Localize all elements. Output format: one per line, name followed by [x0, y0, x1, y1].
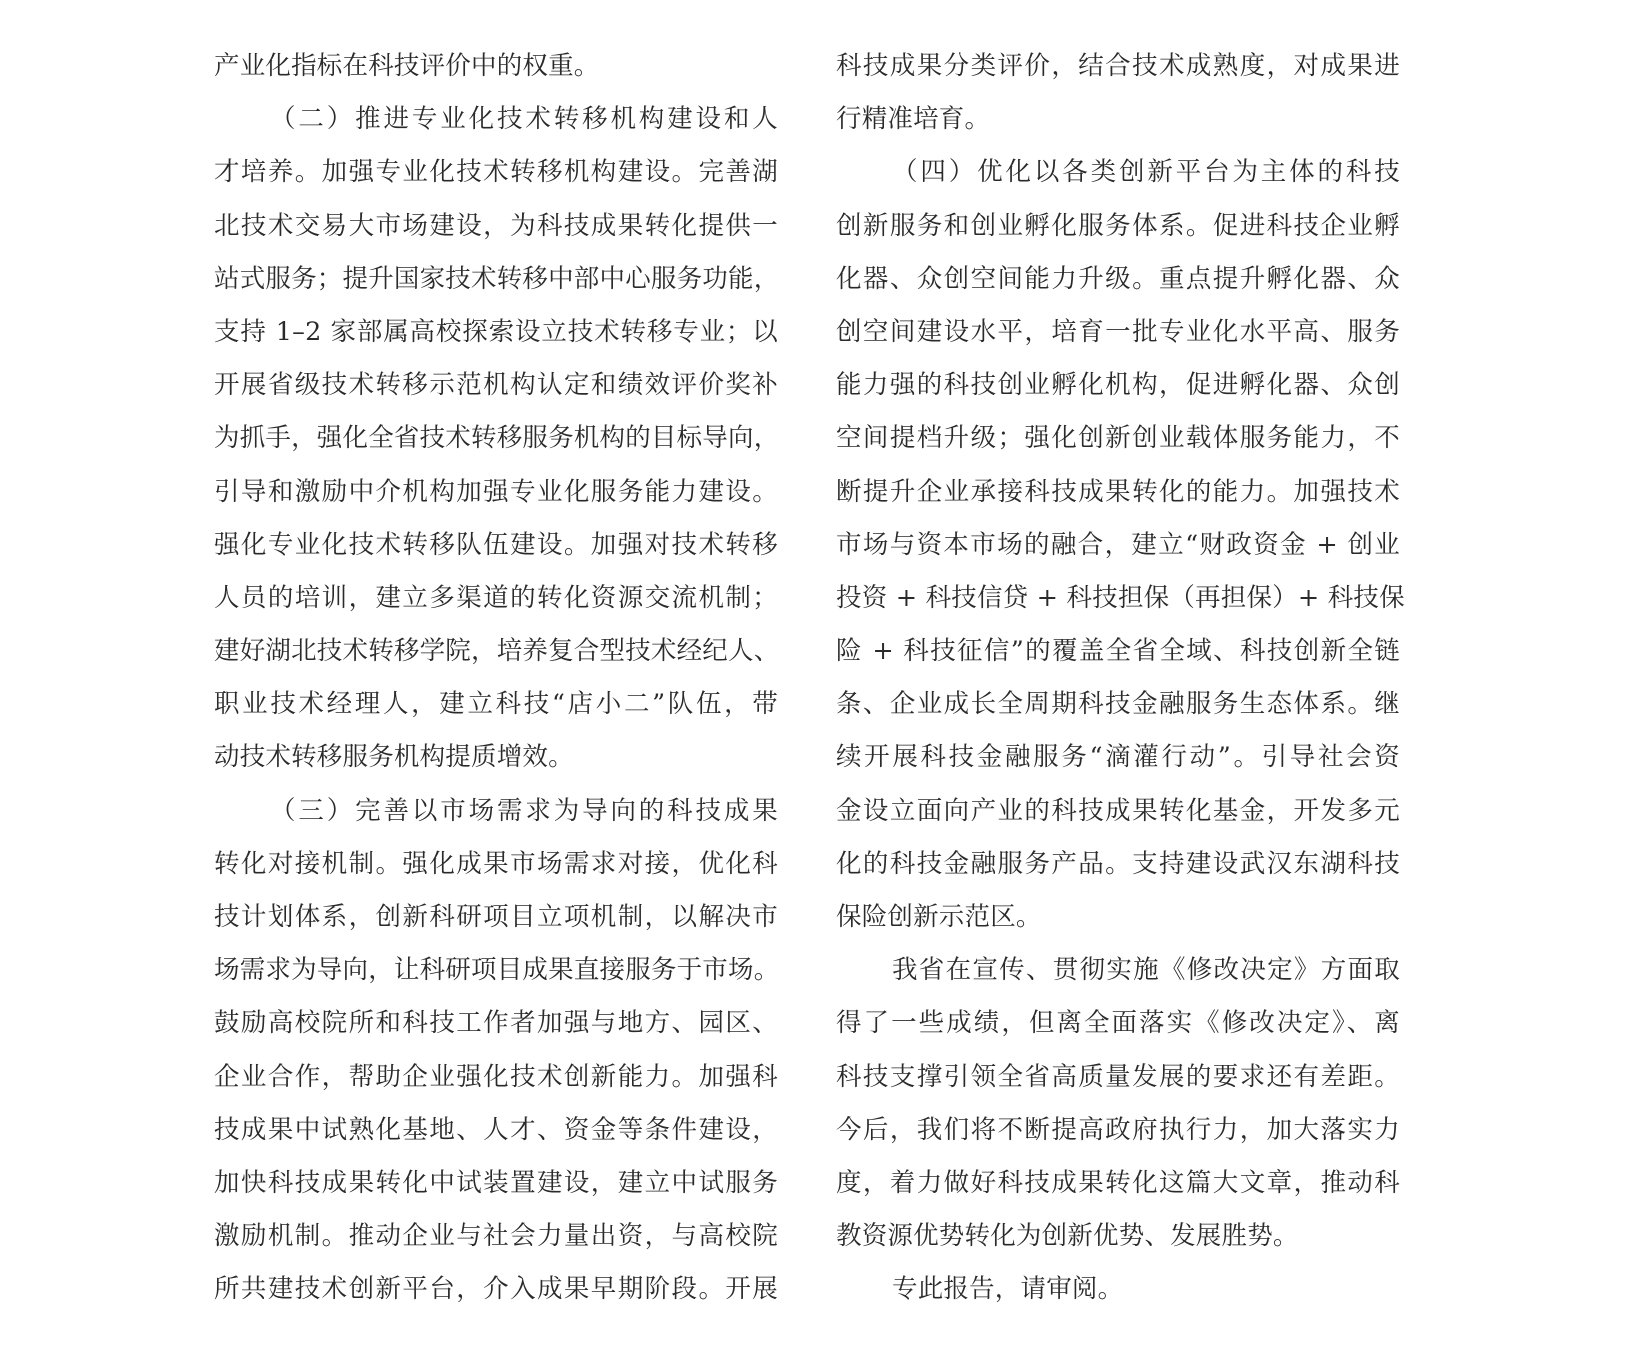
text-line: 度，着力做好科技成果转化这篇大文章，推动科	[836, 1167, 1400, 1198]
text-line: 动技术转移服务机构提质增效。	[214, 742, 574, 773]
text-line: 加快科技成果转化中试装置建设，建立中试服务	[214, 1167, 778, 1198]
text-line: 科技成果分类评价，结合技术成熟度，对成果进	[836, 51, 1400, 81]
section-heading-line: （四）优化以各类创新平台为主体的科技	[892, 157, 1400, 188]
text-line: 行精准培育。	[836, 104, 991, 135]
text-line: 站式服务；提升国家技术转移中部中心服务功能，	[214, 263, 780, 294]
text-line: 转化对接机制。强化成果市场需求对接，优化科	[214, 848, 778, 879]
text-line: 职业技术经理人，建立科技“店小二”队伍，带	[214, 689, 778, 720]
text-line: 空间提档升级；强化创新创业载体服务能力，不	[836, 423, 1400, 454]
text-line: 化的科技金融服务产品。支持建设武汉东湖科技	[836, 848, 1400, 879]
text-line: 鼓励高校院所和科技工作者加强与地方、园区、	[214, 1008, 778, 1039]
text-line: 人员的培训，建立多渠道的转化资源交流机制；	[214, 582, 778, 613]
right-column	[836, 40, 1405, 1317]
text-line: 建好湖北技术转移学院，培养复合型技术经纪人、	[214, 636, 780, 667]
text-line: 为抓手，强化全省技术转移服务机构的目标导向，	[214, 423, 780, 454]
text-line: 支持 1–2 家部属高校探索设立技术转移专业；以	[214, 316, 778, 347]
text-line: 激励机制。推动企业与社会力量出资，与高校院	[214, 1221, 778, 1252]
text-line: 教资源优势转化为创新优势、发展胜势。	[836, 1221, 1299, 1252]
text-line: 投资 + 科技信贷 + 科技担保（再担保）+ 科技保	[836, 582, 1405, 613]
text-line: 场需求为导向，让科研项目成果直接服务于市场。	[214, 955, 780, 986]
text-line: 产业化指标在科技评价中的权重。	[214, 51, 600, 81]
text-line: 才培养。加强专业化技术转移机构建设。完善湖	[214, 157, 778, 188]
text-line: 今后，我们将不断提高政府执行力，加大落实力	[836, 1114, 1400, 1145]
text-line: 技成果中试熟化基地、人才、资金等条件建设，	[214, 1114, 778, 1145]
paragraph-first-line: 我省在宣传、贯彻实施《修改决定》方面取	[892, 955, 1400, 986]
text-line: 条、企业成长全周期科技金融服务生态体系。继	[836, 689, 1400, 720]
text-line: 得了一些成绩，但离全面落实《修改决定》、离	[836, 1008, 1400, 1039]
text-line: 创新服务和创业孵化服务体系。促进科技企业孵	[836, 210, 1400, 241]
text-line: 市场与资本市场的融合，建立“财政资金 + 创业	[836, 529, 1400, 560]
text-line: 北技术交易大市场建设，为科技成果转化提供一	[214, 210, 778, 241]
text-line: 化器、众创空间能力升级。重点提升孵化器、众	[836, 263, 1400, 294]
text-line: 金设立面向产业的科技成果转化基金，开发多元	[836, 795, 1400, 826]
text-line: 引导和激励中介机构加强专业化服务能力建设。	[214, 476, 778, 507]
left-column	[214, 40, 778, 1317]
section-heading-line: （三）完善以市场需求为导向的科技成果	[270, 795, 778, 826]
text-line: 企业合作，帮助企业强化技术创新能力。加强科	[214, 1061, 778, 1092]
text-line: 险 + 科技征信”的覆盖全省全域、科技创新全链	[836, 636, 1400, 667]
text-line: 科技支撑引领全省高质量发展的要求还有差距。	[836, 1061, 1400, 1092]
text-line: 续开展科技金融服务“滴灌行动”。引导社会资	[836, 742, 1400, 773]
text-line: 能力强的科技创业孵化机构，促进孵化器、众创	[836, 370, 1400, 401]
text-line: 技计划体系，创新科研项目立项机制，以解决市	[214, 902, 778, 932]
section-heading-line: （二）推进专业化技术转移机构建设和人	[270, 104, 778, 135]
text-line: 保险创新示范区。	[836, 902, 1042, 932]
text-line: 开展省级技术转移示范机构认定和绩效评价奖补	[214, 370, 778, 401]
text-line: 所共建技术创新平台，介入成果早期阶段。开展	[214, 1274, 778, 1305]
text-line: 强化专业化技术转移队伍建设。加强对技术转移	[214, 529, 778, 560]
text-line: 断提升企业承接科技成果转化的能力。加强技术	[836, 476, 1400, 507]
closing-line: 专此报告，请审阅。	[892, 1274, 1124, 1305]
text-line: 创空间建设水平，培育一批专业化水平高、服务	[836, 316, 1400, 347]
